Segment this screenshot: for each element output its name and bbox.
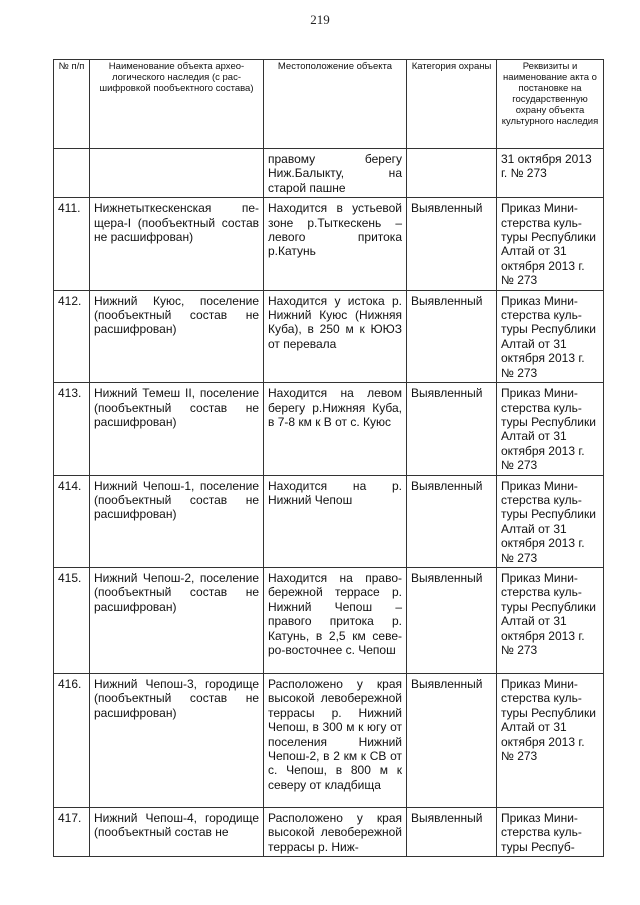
row-category: Выявленный xyxy=(407,198,497,290)
row-category: Выявленный xyxy=(407,475,497,567)
row-location: Находится на р. Нижний Чепош xyxy=(264,475,407,567)
row-num xyxy=(54,149,90,198)
table-row xyxy=(54,673,604,807)
row-location: Находится на правобережной террасе р. Нижний Чепош – правого притока р. Катунь, в 2,5 км северо-восточнее с. Чепош xyxy=(264,567,407,673)
row-num: 411. xyxy=(54,198,90,290)
row-requisites: Приказ Министерства культуры Республики Алтай от 31 октября 2013 г. № 273 xyxy=(497,673,604,807)
row-name: Нижний Куюс, поселение (пообъектный состав не расшифрован) xyxy=(90,290,264,382)
row-category xyxy=(407,149,497,198)
table-row xyxy=(54,807,604,856)
row-requisites: Приказ Министерства культуры Республики Алтай от 31 октября 2013 г. № 273 xyxy=(497,567,604,673)
row-name: Нижний Темеш II, поселение (пообъектный состав не расшифрован) xyxy=(90,383,264,475)
row-num: 412. xyxy=(54,290,90,382)
row-requisites: 31 октября 2013 г. № 273 xyxy=(497,149,604,198)
row-num: 417. xyxy=(54,807,90,856)
row-location: Находится в устьевой зоне р.Тыткескень – левого притока р.Катунь xyxy=(264,198,407,290)
header-location: Местоположение объекта xyxy=(264,60,407,149)
row-num: 416. xyxy=(54,673,90,807)
row-category: Выявленный xyxy=(407,290,497,382)
row-name: Нижнетыткескенская пещера-I (пообъектный состав не расшифрован) xyxy=(90,198,264,290)
row-name: Нижний Чепош-3, городище (пообъектный состав не расшифрован) xyxy=(90,673,264,807)
row-category: Выявленный xyxy=(407,807,497,856)
header-name: Наименование объекта археологического наследия (с расшифровкой пообъектного состава) xyxy=(90,60,264,149)
row-name: Нижний Чепош-4, городище (пообъектный состав не xyxy=(90,807,264,856)
row-location: Находится у истока р. Нижний Куюс (Нижняя Куба), в 250 м к ЮЮЗ от перевала xyxy=(264,290,407,382)
table-header-row xyxy=(54,60,604,149)
row-location: Расположено у края высокой левобережной террасы р. Ниж- xyxy=(264,807,407,856)
table-row xyxy=(54,475,604,567)
page-number: 219 xyxy=(310,12,330,27)
table-row xyxy=(54,290,604,382)
row-name: Нижний Чепош-1, поселение (пообъектный состав не расшифрован) xyxy=(90,475,264,567)
table-row xyxy=(54,149,604,198)
row-category: Выявленный xyxy=(407,383,497,475)
row-requisites: Приказ Министерства культуры Респуб- xyxy=(497,807,604,856)
row-num: 413. xyxy=(54,383,90,475)
table-row xyxy=(54,567,604,673)
row-requisites: Приказ Министерства культуры Республики Алтай от 31 октября 2013 г. № 273 xyxy=(497,475,604,567)
header-num: № п/п xyxy=(54,60,90,149)
row-location: Находится на левом берегу р.Нижняя Куба, в 7-8 км к В от с. Куюс xyxy=(264,383,407,475)
row-num: 414. xyxy=(54,475,90,567)
row-name xyxy=(90,149,264,198)
row-requisites: Приказ Министерства культуры Республики Алтай от 31 октября 2013 г. № 273 xyxy=(497,383,604,475)
heritage-registry-table xyxy=(53,59,604,857)
row-num: 415. xyxy=(54,567,90,673)
row-location: правому берегу Ниж.Балыкту, на старой пашне xyxy=(264,149,407,198)
table-row xyxy=(54,198,604,290)
row-category: Выявленный xyxy=(407,673,497,807)
row-requisites: Приказ Министерства культуры Республики Алтай от 31 октября 2013 г. № 273 xyxy=(497,290,604,382)
header-category: Категория охраны xyxy=(407,60,497,149)
row-category: Выявленный xyxy=(407,567,497,673)
row-name: Нижний Чепош-2, поселение (пообъектный состав не расшифрован) xyxy=(90,567,264,673)
table-row xyxy=(54,383,604,475)
row-requisites: Приказ Министерства культуры Республики Алтай от 31 октября 2013 г. № 273 xyxy=(497,198,604,290)
header-requisites: Реквизиты и наименование акта о постановке на государственную охрану объекта культурного наследия xyxy=(497,60,604,149)
row-location: Расположено у края высокой левобережной террасы р. Нижний Чепош, в 300 м к югу от поселения Нижний Чепош-2, в 2 км к СВ от с. Чепош, в 800 м к северу от кладбища xyxy=(264,673,407,807)
